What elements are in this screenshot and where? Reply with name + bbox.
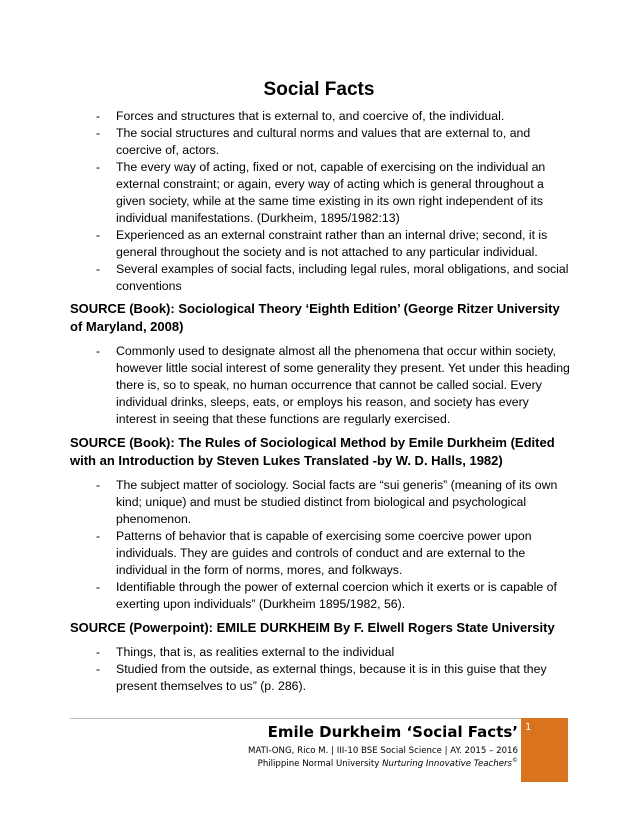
list-item: - Things, that is, as realities external to the individual — [96, 644, 570, 661]
page-number: 1 — [525, 722, 532, 733]
page-title: Social Facts — [263, 79, 375, 100]
list-item: - The subject matter of sociology. Social facts are “sui generis” (meaning of its own kind; unique) and must be studied distinct from biological and psychological phenomenon. — [96, 477, 570, 528]
list-item: - Studied from the outside, as external things, because it is in this guise that they present themselves to us” (p. 286). — [96, 661, 570, 695]
list-item: - Forces and structures that is external to, and coercive of, the individual. — [96, 108, 570, 125]
page-number-box — [521, 718, 568, 782]
bullet-list — [70, 343, 570, 428]
list-item: - Experienced as an external constraint rather than an internal drive; second, it is general throughout the society and is not attached to any particular individual. — [96, 227, 570, 261]
list-item: - Commonly used to designate almost all the phenomena that occur within society, however little social interest of some generality they present. Yet under this heading there is, so to speak, no human occurrence that cannot be called social. Every individual drinks, sleeps, eats, or employs his reason, and society has every interest in seeing that these functions are regularly exercised. — [96, 343, 570, 428]
bullet-list — [70, 644, 570, 695]
footer-title: Emile Durkheim ‘Social Facts’ — [267, 723, 518, 741]
source-heading: SOURCE (Book): Sociological Theory ‘Eighth Edition’ (George Ritzer University of Maryland, 2008) — [70, 301, 560, 334]
list-item: - Identifiable through the power of external coercion which it exerts or is capable of exerting upon individuals” (Durkheim 1895/1982, 56). — [96, 579, 570, 613]
list-item: - The every way of acting, fixed or not, capable of exercising on the individual an external constraint; or again, every way of acting which is general throughout a given society, while at the same time existing in its own right independent of its individual manifestations. (Durkheim, 1895/1982:13) — [96, 159, 570, 227]
copyright-mark: © — [512, 757, 518, 765]
source-heading: SOURCE (Powerpoint): EMILE DURKHEIM By F. Elwell Rogers State University — [70, 620, 555, 635]
document-body — [70, 108, 570, 695]
list-item: - Patterns of behavior that is capable of exercising some coercive power upon individuals. They are guides and controls of conduct and are external to the individual in the form of norms, mores, and folkways. — [96, 528, 570, 579]
page-footer — [70, 722, 518, 771]
bullet-list — [70, 108, 570, 295]
footer-university-text: Philippine Normal University — [257, 759, 383, 769]
bullet-list — [70, 477, 570, 613]
list-item: - The social structures and cultural norms and values that are external to, and coercive of, actors. — [96, 125, 570, 159]
footer-author-line: MATI-ONG, Rico M. | III-10 BSE Social Science | AY. 2015 – 2016 — [248, 746, 518, 756]
footer-divider — [70, 718, 522, 719]
footer-university-line — [70, 758, 518, 771]
source-heading: SOURCE (Book): The Rules of Sociological Method by Emile Durkheim (Edited with an Introduction by Steven Lukes Translated -by W. D. Halls, 1982) — [70, 435, 555, 468]
list-item: - Several examples of social facts, including legal rules, moral obligations, and social conventions — [96, 261, 570, 295]
footer-motto: Nurturing Innovative Teachers — [382, 759, 512, 769]
